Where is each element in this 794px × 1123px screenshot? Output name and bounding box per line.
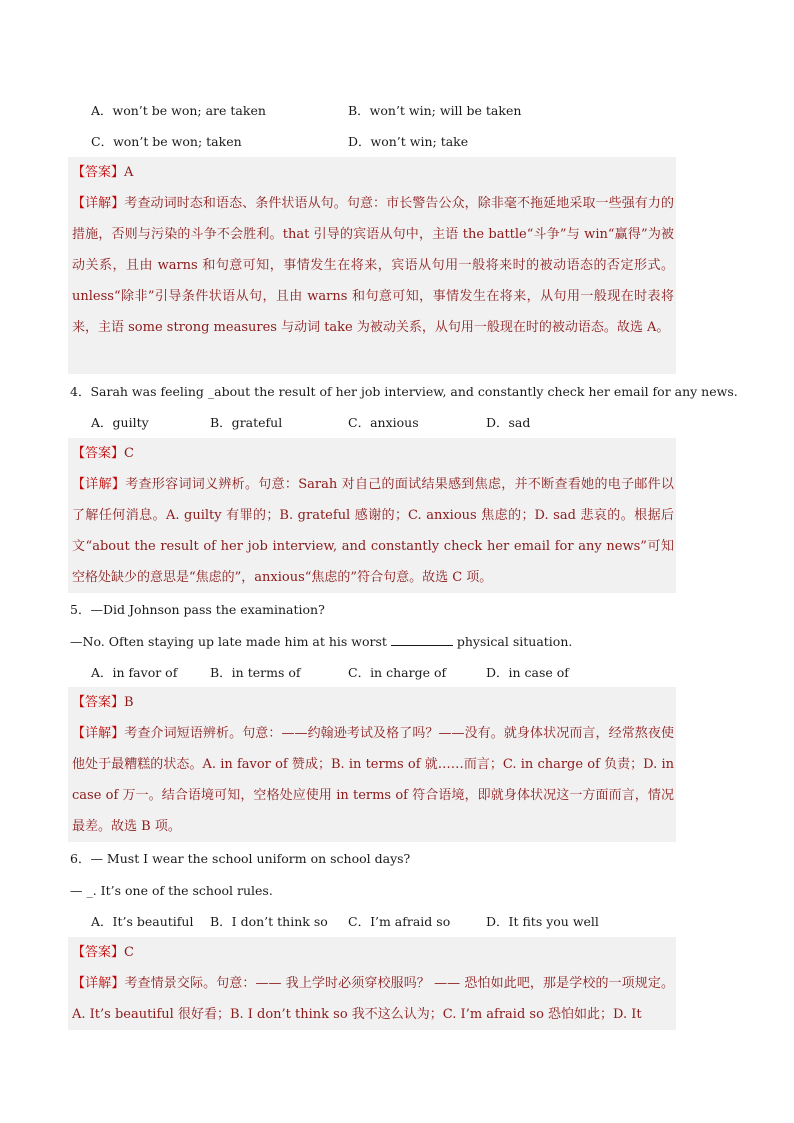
- answer-blank: [391, 634, 453, 646]
- explain-tag: 【详解】: [72, 726, 125, 741]
- q4-option-d: D．sad: [486, 415, 531, 430]
- q4-stem: 4．Sarah was feeling _about the result of her job interview, and constantly check her email for any news.: [70, 384, 738, 399]
- answer-letter: C: [124, 945, 134, 960]
- q5-option-d: D．in case of: [486, 665, 569, 680]
- answer-letter: B: [124, 695, 134, 710]
- q5-answer: [72, 687, 134, 718]
- q6-stem-response: — _. It’s one of the school rules.: [70, 883, 273, 898]
- q6-explanation: [72, 968, 674, 1030]
- explain-text: 考查动词时态和语态、条件状语从句。句意：市长警告公众，除非毫不拖延地采取一些强有力的措施，否则与污染的斗争不会胜利。that 引导的宾语从句中，主语 the battle“斗争”与 win“赢得”为被动关系，且由 warns 和句意可知，事情发生在将来，宾语从句用一般将来时的被动语态的否定形式。unless“除非”引导条件状语从句，且由 warns 和句意可知，事情发生在将来，从句用一般现在时表将来，主语 some strong measures 与动词 take 为被动关系，从句用一般现在时的被动语态。故选 A。: [72, 196, 674, 335]
- q6-option-a: A．It’s beautiful: [91, 914, 194, 929]
- q5-explanation: [72, 718, 674, 842]
- q6-option-d: D．It fits you well: [486, 914, 599, 929]
- q5-stem-response: [70, 626, 676, 657]
- explain-tag: 【详解】: [72, 477, 126, 492]
- explain-tag: 【详解】: [72, 976, 125, 991]
- q5-option-c: C．in charge of: [348, 665, 447, 680]
- q3-option-b: B．won’t win; will be taken: [348, 103, 522, 118]
- q5-option-b: B．in terms of: [210, 665, 301, 680]
- explain-text: 考查情景交际。句意：—— 我上学时必须穿校服吗？ —— 恐怕如此吧，那是学校的一项规定。A. It’s beautiful 很好看；B. I don’t think so 我不这么认为；C. I’m afraid so 恐怕如此；D. It: [72, 976, 674, 1022]
- explain-tag: 【详解】: [72, 196, 125, 211]
- q5-stem-part1: —No. Often staying up late made him at his worst: [70, 634, 391, 649]
- q4-option-a: A．guilty: [91, 415, 149, 430]
- explain-text: 考查介词短语辨析。句意：——约翰逊考试及格了吗？——没有。就身体状况而言，经常熬夜使他处于最糟糕的状态。A. in favor of 赞成；B. in terms of 就……而言；C. in charge of 负责；D. in case of 万一。结合语境可知，空格处应使用 in terms of 符合语境，即就身体状况这一方面而言，情况最差。故选 B 项。: [72, 726, 674, 834]
- answer-tag: 【答案】: [72, 446, 125, 461]
- q6-option-c: C．I’m afraid so: [348, 914, 451, 929]
- q3-answer: [72, 157, 133, 188]
- answer-letter: A: [124, 165, 134, 180]
- answer-tag: 【答案】: [72, 695, 125, 710]
- explain-text: 考查形容词词义辨析。句意：Sarah 对自己的面试结果感到焦虑，并不断查看她的电子邮件以了解任何消息。A. guilty 有罪的；B. grateful 感谢的；C. anxious 焦虑的；D. sad 悲哀的。根据后文“about the result of her job interview, and constantly check her email for any news”可知空格处缺少的意思是“焦虑的”，anxious“焦虑的”符合句意。故选 C 项。: [72, 477, 674, 585]
- q4-explanation: [72, 469, 674, 593]
- q4-option-c: C．anxious: [348, 415, 419, 430]
- q6-stem-question: 6．— Must I wear the school uniform on school days?: [70, 851, 411, 866]
- q5-stem-question: 5．—Did Johnson pass the examination?: [70, 602, 325, 617]
- q5-option-a: A．in favor of: [91, 665, 178, 680]
- answer-tag: 【答案】: [72, 165, 125, 180]
- q4-answer: [72, 438, 134, 469]
- q6-answer: [72, 937, 134, 968]
- q3-option-c: C．won’t be won; taken: [91, 134, 242, 149]
- q3-explanation: [72, 188, 674, 343]
- q5-stem-part2: physical situation.: [452, 634, 573, 649]
- q3-option-d: D．won’t win; take: [348, 134, 469, 149]
- answer-tag: 【答案】: [72, 945, 125, 960]
- q6-option-b: B．I don’t think so: [210, 914, 328, 929]
- answer-letter: C: [124, 446, 134, 461]
- q3-option-a: A．won’t be won; are taken: [91, 103, 266, 118]
- q4-option-b: B．grateful: [210, 415, 283, 430]
